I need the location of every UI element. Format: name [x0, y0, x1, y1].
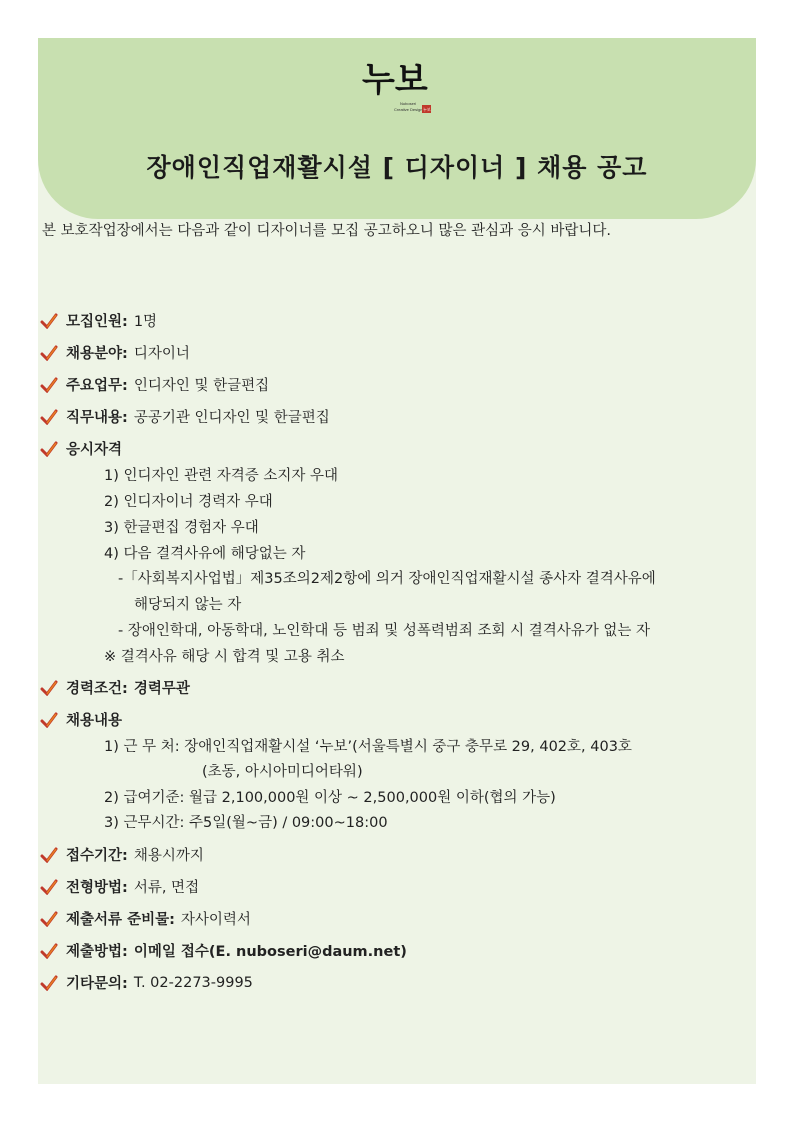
item-documents: [40, 908, 251, 929]
item-recruit: [40, 310, 157, 331]
item-label: 제출서류 준비물:: [66, 912, 175, 928]
checkmark-icon: [40, 943, 58, 959]
checkmark-icon: [40, 409, 58, 425]
item-label: 모집인원:: [66, 314, 128, 330]
item-label: 전형방법:: [66, 880, 128, 896]
item-value: 1명: [133, 314, 158, 330]
qualification-line: -「사회복지사업법」제35조의2제2항에 의거 장애인직업재활시설 종사자 결격사유에: [118, 571, 656, 587]
item-label: 기타문의:: [66, 976, 128, 992]
item-value: T. 02-2273-9995: [133, 974, 253, 991]
page-title: 장애인직업재활시설 [ 디자이너 ] 채용 공고: [146, 153, 648, 182]
item-label: 응시자격: [66, 442, 123, 458]
checkmark-icon: [40, 377, 58, 393]
checkmark-icon: [40, 345, 58, 361]
item-value: 경력무관: [133, 681, 190, 697]
item-value: 디자이너: [133, 346, 190, 362]
employment-line: 2) 급여기준: 월급 2,100,000원 이상 ~ 2,500,000원 이하(협의 가능): [104, 790, 556, 806]
header-banner: [38, 38, 756, 219]
qualification-line: 3) 한글편집 경험자 우대: [104, 520, 259, 536]
qualification-line: 2) 인디자이너 경력자 우대: [104, 494, 273, 510]
item-label: 제출방법:: [66, 944, 128, 960]
checkmark-icon: [40, 847, 58, 863]
item-field: [40, 342, 190, 363]
qualification-line: 해당되지 않는 자: [134, 597, 242, 613]
item-submission: [40, 940, 407, 961]
item-value: 인디자인 및 한글편집: [133, 378, 270, 394]
svg-text:누보: 누보: [362, 60, 428, 100]
qualification-note: ※ 결격사유 해당 시 합격 및 고용 취소: [104, 649, 345, 665]
employment-line: 1) 근 무 처: 장애인직업재활시설 ‘누보’(서울특별시 중구 충무로 29, 402호, 403호: [104, 739, 632, 755]
item-label: 채용내용: [66, 713, 123, 729]
item-label: 경력조건:: [66, 681, 128, 697]
item-value: 공공기관 인디자인 및 한글편집: [133, 410, 330, 426]
checkmark-icon: [40, 975, 58, 991]
svg-text:누보: 누보: [423, 107, 431, 112]
checkmark-icon: [40, 879, 58, 895]
item-qualification: [40, 438, 122, 459]
checkmark-icon: [40, 911, 58, 927]
item-career: [40, 677, 190, 698]
nubo-logo: [358, 53, 440, 115]
item-employment: [40, 709, 122, 730]
svg-text:Creative Design: Creative Design: [394, 107, 423, 112]
item-duty: [40, 374, 269, 395]
item-value: 서류, 면접: [133, 880, 200, 896]
employment-line: 3) 근무시간: 주5일(월~금) / 09:00~18:00: [104, 815, 388, 831]
item-label: 주요업무:: [66, 378, 128, 394]
item-period: [40, 844, 204, 865]
checkmark-icon: [40, 313, 58, 329]
intro-text: 본 보호작업장에서는 다음과 같이 디자이너를 모집 공고하오니 많은 관심과 응시 바랍니다.: [42, 223, 611, 239]
item-value: 채용시까지: [133, 848, 204, 864]
item-job: [40, 406, 330, 427]
item-inquiry: [40, 972, 253, 993]
item-method: [40, 876, 199, 897]
item-value: 이메일 접수(E. nuboseri@daum.net): [133, 944, 407, 960]
checkmark-icon: [40, 441, 58, 457]
qualification-line: 4) 다음 결격사유에 해당없는 자: [104, 546, 306, 562]
qualification-line: - 장애인학대, 아동학대, 노인학대 등 범죄 및 성폭력범죄 조회 시 결격사유가 없는 자: [118, 623, 650, 639]
employment-line: (초동, 아시아미디어타워): [202, 764, 363, 780]
qualification-line: 1) 인디자인 관련 자격증 소지자 우대: [104, 468, 339, 484]
item-label: 채용분야:: [66, 346, 128, 362]
svg-text:Nuboseri: Nuboseri: [400, 101, 417, 106]
item-label: 직무내용:: [66, 410, 128, 426]
checkmark-icon: [40, 712, 58, 728]
item-label: 접수기간:: [66, 848, 128, 864]
checkmark-icon: [40, 680, 58, 696]
item-value: 자사이력서: [180, 912, 251, 928]
